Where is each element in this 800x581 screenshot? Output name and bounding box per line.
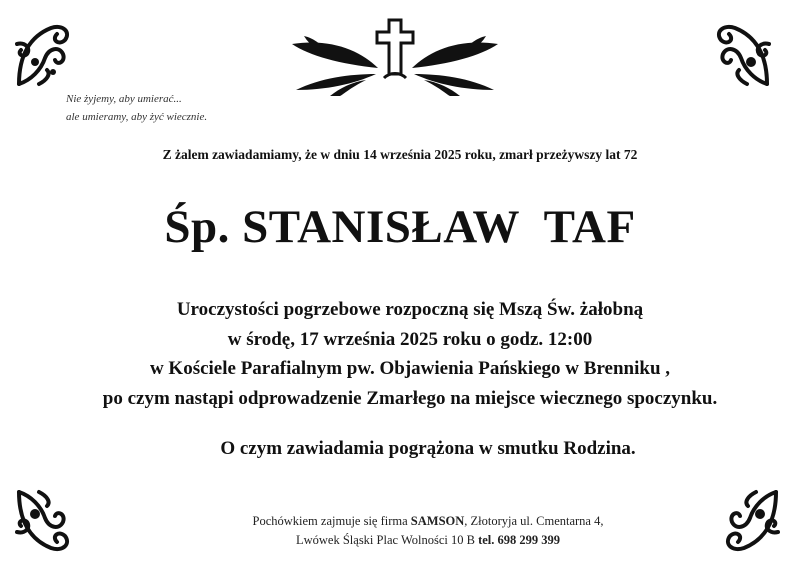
quote-line-2: ale umieramy, aby żyć wiecznie.: [66, 111, 208, 123]
first-name: STANISŁAW: [242, 201, 520, 253]
ceremony-details: [0, 295, 800, 413]
funeral-home-intro: Pochówkiem zajmuje się firma: [252, 514, 408, 528]
last-name: TAF: [543, 201, 636, 253]
funeral-home-phone-label: tel.: [478, 533, 495, 547]
funeral-home-address-1: , Złotoryja ul. Cmentarna 4,: [464, 514, 604, 528]
funeral-home-company: SAMSON: [410, 514, 465, 528]
quote-line-1: Nie żyjemy, aby umierać...: [66, 93, 182, 105]
ceremony-line-2: w środę, 17 września 2025 roku o godz. 12:00: [227, 328, 593, 350]
funeral-home-line-2: [0, 531, 800, 550]
floral-corner-top-left-icon: [11, 14, 77, 92]
ceremony-line-3: w Kościele Parafialnym pw. Objawienia Pańskiego w Brenniku ,: [149, 358, 671, 379]
family-note: O czym zawiadamia pogrążona w smutku Rodzina.: [220, 438, 636, 459]
cross-with-leaves-icon: [270, 16, 520, 96]
funeral-home-phone: 698 299 399: [497, 533, 561, 547]
funeral-home-line-1: [0, 512, 800, 531]
memorial-quote: [66, 90, 316, 126]
deceased-name: [0, 200, 800, 254]
death-announcement: Z żalem zawiadamiamy, że w dniu 14 września 2025 roku, zmarł przeżywszy lat 72: [162, 147, 638, 162]
ceremony-line-4: po czym nastąpi odprowadzenie Zmarłego na miejsce wiecznego spoczynku.: [102, 387, 718, 409]
funeral-home-address-2: Lwówek Śląski Plac Wolności 10 B: [295, 533, 475, 547]
name-prefix: Śp.: [164, 201, 230, 253]
ceremony-line-1: Uroczystości pogrzebowe rozpoczną się Mszą Św. żałobną: [176, 299, 644, 320]
floral-corner-top-right-icon: [709, 14, 775, 92]
funeral-home-info: [0, 512, 800, 550]
